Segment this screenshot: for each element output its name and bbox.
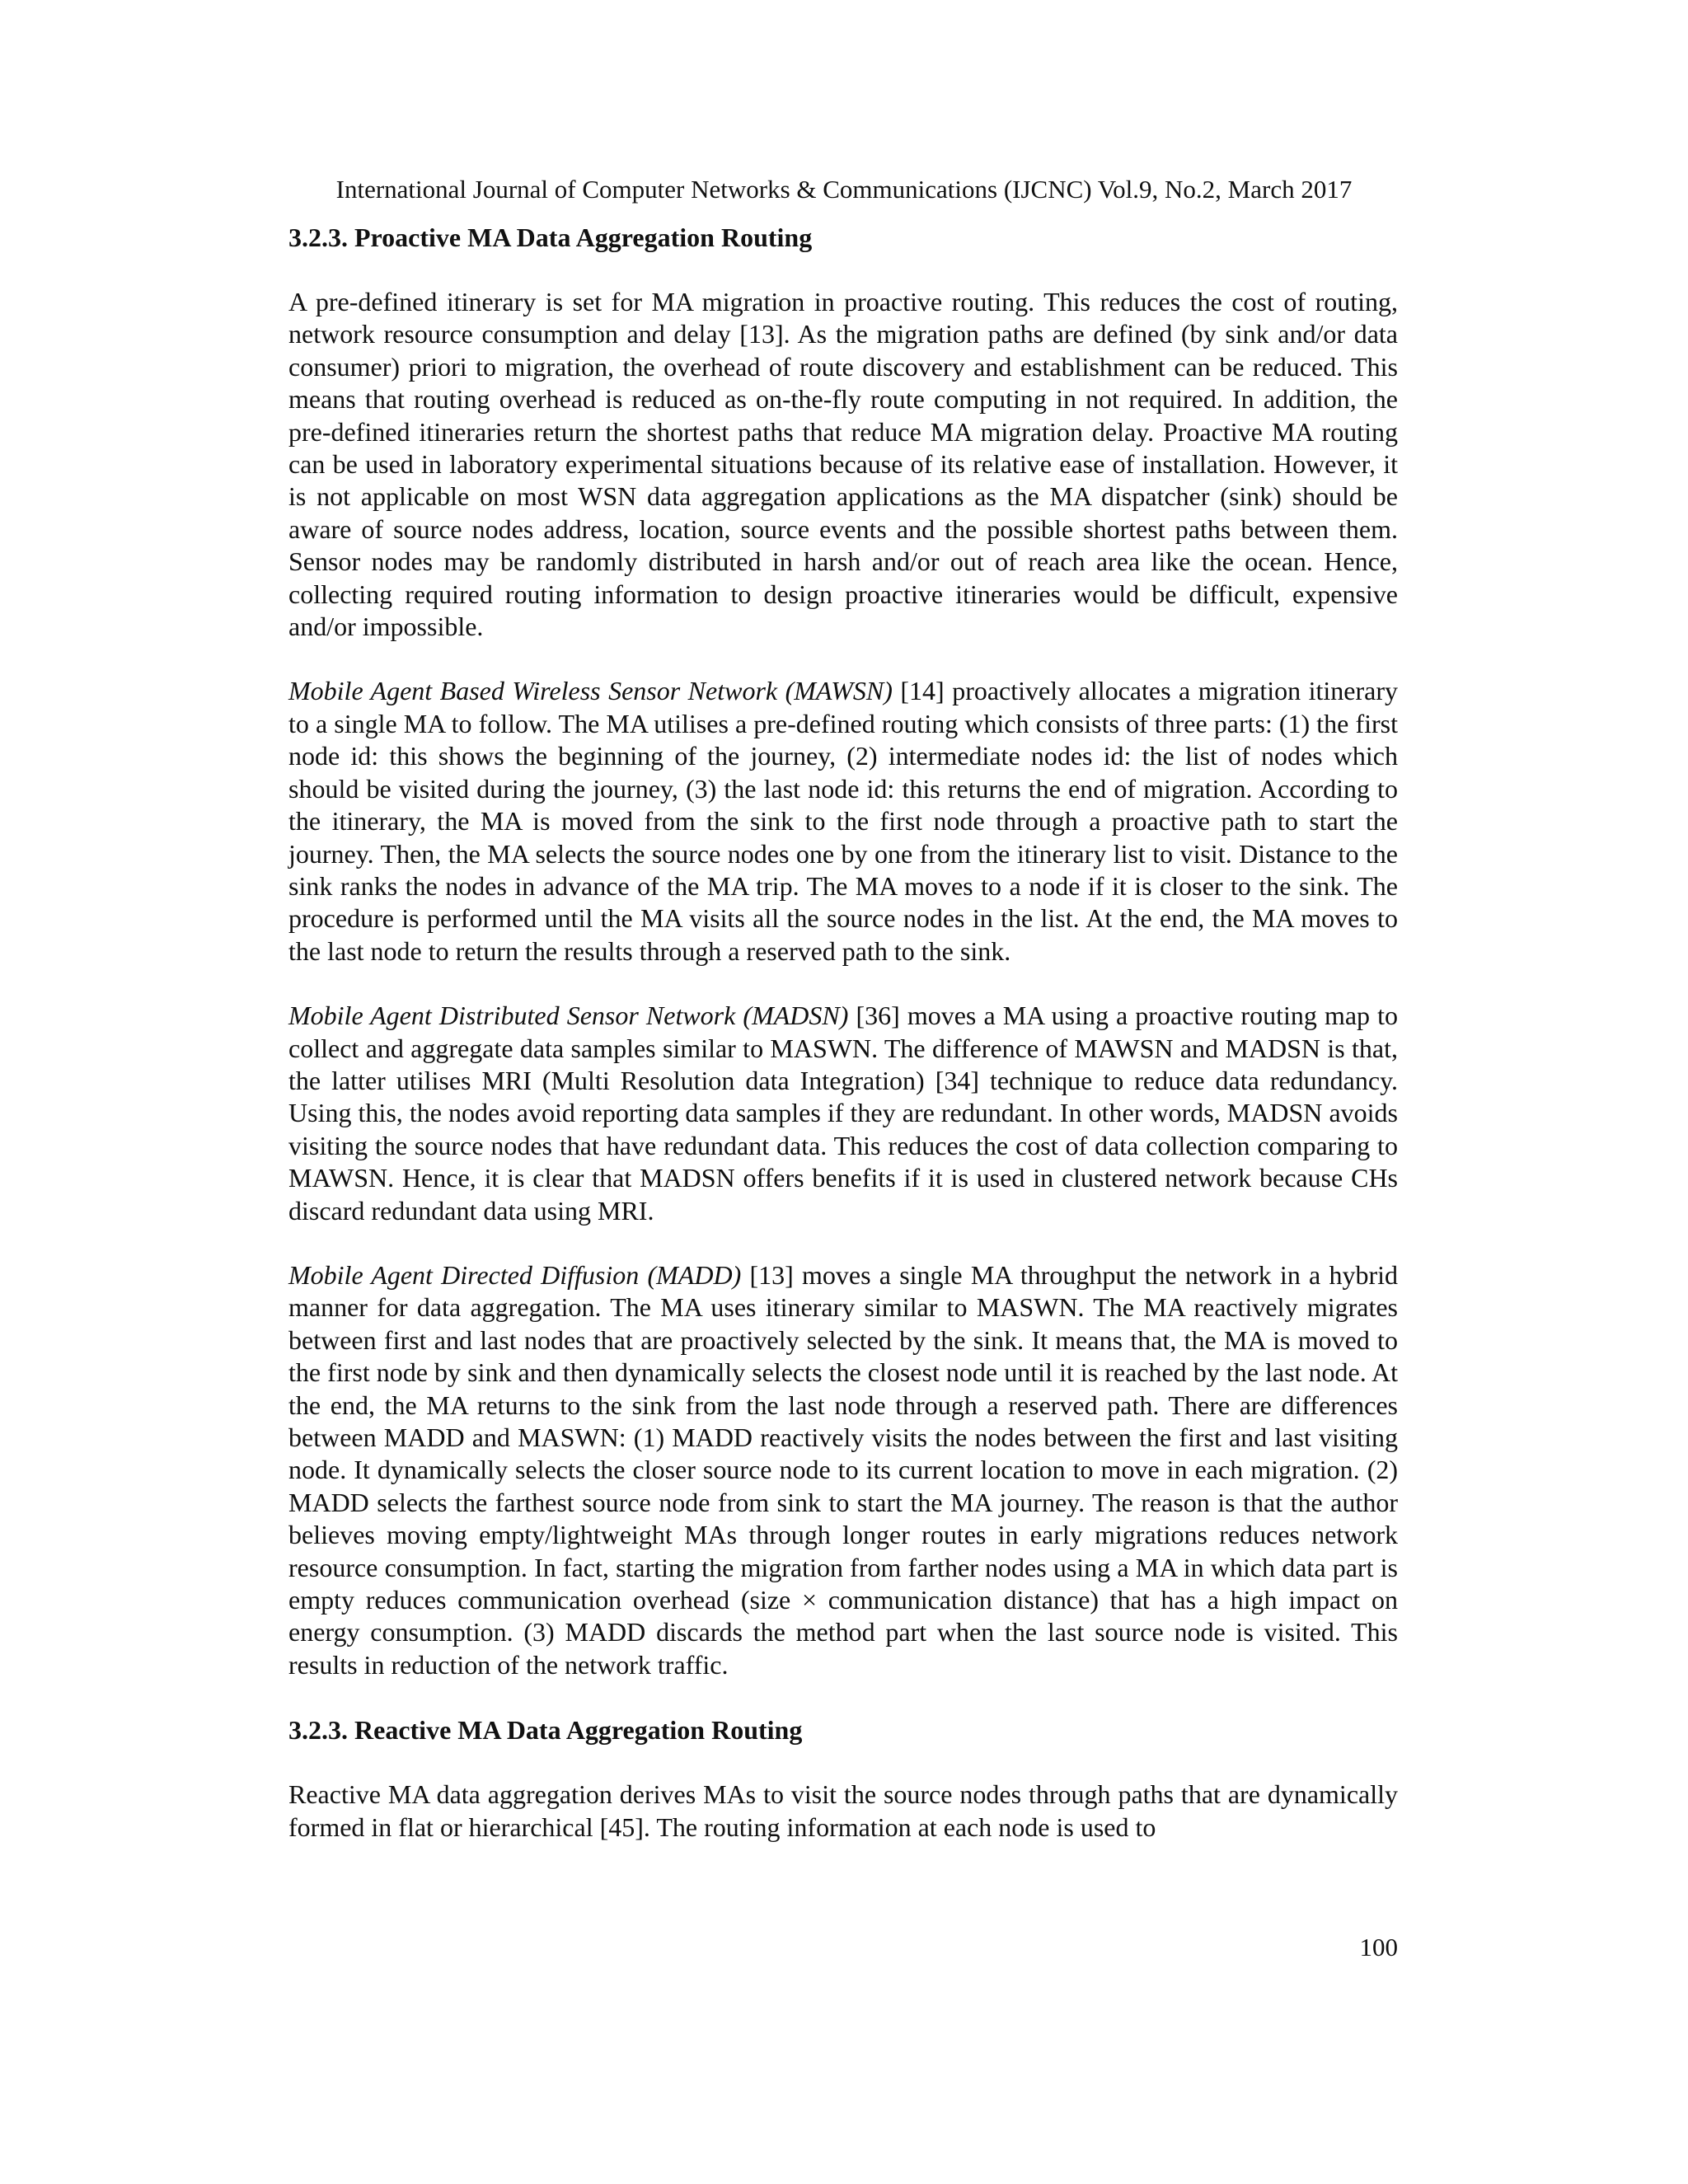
paragraph-proactive-intro: A pre-defined itinerary is set for MA migration in proactive routing. This reduces the cost of routing, network resource consumption and delay [13]. As the migration paths are defined (by sink and/or data consumer) priori to migration, the overhead of route discovery and establishment can be reduced. This means that routing overhead is reduced as on-the-fly route computing in not required. In addition, the pre-defined itineraries return the shortest paths that reduce MA migration delay. Proactive MA routing can be used in laboratory experimental situations because of its relative ease of installation. However, it is not applicable on most WSN data aggregation applications as the MA dispatcher (sink) should be aware of source nodes address, location, source events and the possible shortest paths between them. Sensor nodes may be randomly distributed in harsh and/or out of reach area like the ocean. Hence, collecting required routing information to design proactive itineraries would be difficult, expensive and/or impossible. — [288, 287, 1398, 642]
page-number: 100 — [1359, 1933, 1398, 1961]
paragraph-madsn — [288, 1000, 1398, 1227]
paragraph-mawsn — [288, 675, 1398, 968]
running-header: International Journal of Computer Networks & Communications (IJCNC) Vol.9, No.2, March 2017 — [335, 175, 1353, 204]
term-mawsn: Mobile Agent Based Wireless Sensor Network (MAWSN) — [288, 676, 893, 706]
paragraph-madd — [288, 1259, 1398, 1681]
term-madsn: Mobile Agent Distributed Sensor Network (MADSN) — [288, 1001, 849, 1031]
page-content — [288, 221, 1398, 1844]
section-heading-proactive: 3.2.3. Proactive MA Data Aggregation Routing — [288, 223, 813, 252]
paragraph-mawsn-text: [14] proactively allocates a migration itinerary to a single MA to follow. The MA utilises a pre-defined routing which consists of three parts: (1) the first node id: this shows the beginning of the journey, (2) intermediate nodes id: the list of nodes which should be visited during the journey, (3) the last node id: this returns the end of migration. According to the itinerary, the MA is moved from the sink to the first node through a proactive path to start the journey. Then, the MA selects the source nodes one by one from the itinerary list to visit. Distance to the sink ranks the nodes in advance of the MA trip. The MA moves to a node if it is closer to the sink. The procedure is performed until the MA visits all the source nodes in the list. At the end, the MA moves to the last node to return the results through a reserved path to the sink. — [288, 676, 1399, 966]
term-madd: Mobile Agent Directed Diffusion (MADD) — [288, 1259, 742, 1290]
paragraph-madd-text: [13] moves a single MA throughput the network in a hybrid manner for data aggregation. The MA uses itinerary similar to MASWN. The MA reactively migrates between first and last nodes that are proactively selected by the sink. It means that, the MA is moved to the first node by sink and then dynamically selects the closest node until it is reached by the last node. At the end, the MA returns to the sink from the last node through a reserved path. There are differences between MADD and MASWN: (1) MADD reactively visits the nodes between the first and last visiting node. It dynamically selects the closer source node to its current location to move in each migration. (2) MADD selects the farthest source node from sink to start the MA journey. The reason is that the author believes moving empty/lightweight MAs through longer routes in early migrations reduces network resource consumption. In fact, starting the migration from farther nodes using a MA in which data part is empty reduces communication overhead (size × communication distance) that has a high impact on energy consumption. (3) MADD discards the method part when the last source node is visited. This results in reduction of the network traffic. — [288, 1259, 1399, 1680]
section-heading-reactive: 3.2.3. Reactive MA Data Aggregation Routing — [288, 1715, 803, 1746]
paragraph-reactive-intro: Reactive MA data aggregation derives MAs to visit the source nodes through paths that are dynamically formed in flat or hierarchical [45]. The routing information at each node is used to — [288, 1779, 1398, 1842]
paragraph-madsn-text: [36] moves a MA using a proactive routing map to collect and aggregate data samples similar to MASWN. The difference of MAWSN and MADSN is that, the latter utilises MRI (Multi Resolution data Integration) [34] technique to reduce data redundancy. Using this, the nodes avoid reporting data samples if they are redundant. In other words, MADSN avoids visiting the source nodes that have redundant data. This reduces the cost of data collection comparing to MAWSN. Hence, it is clear that MADSN offers benefits if it is used in clustered network because CHs discard redundant data using MRI. — [288, 1001, 1398, 1226]
